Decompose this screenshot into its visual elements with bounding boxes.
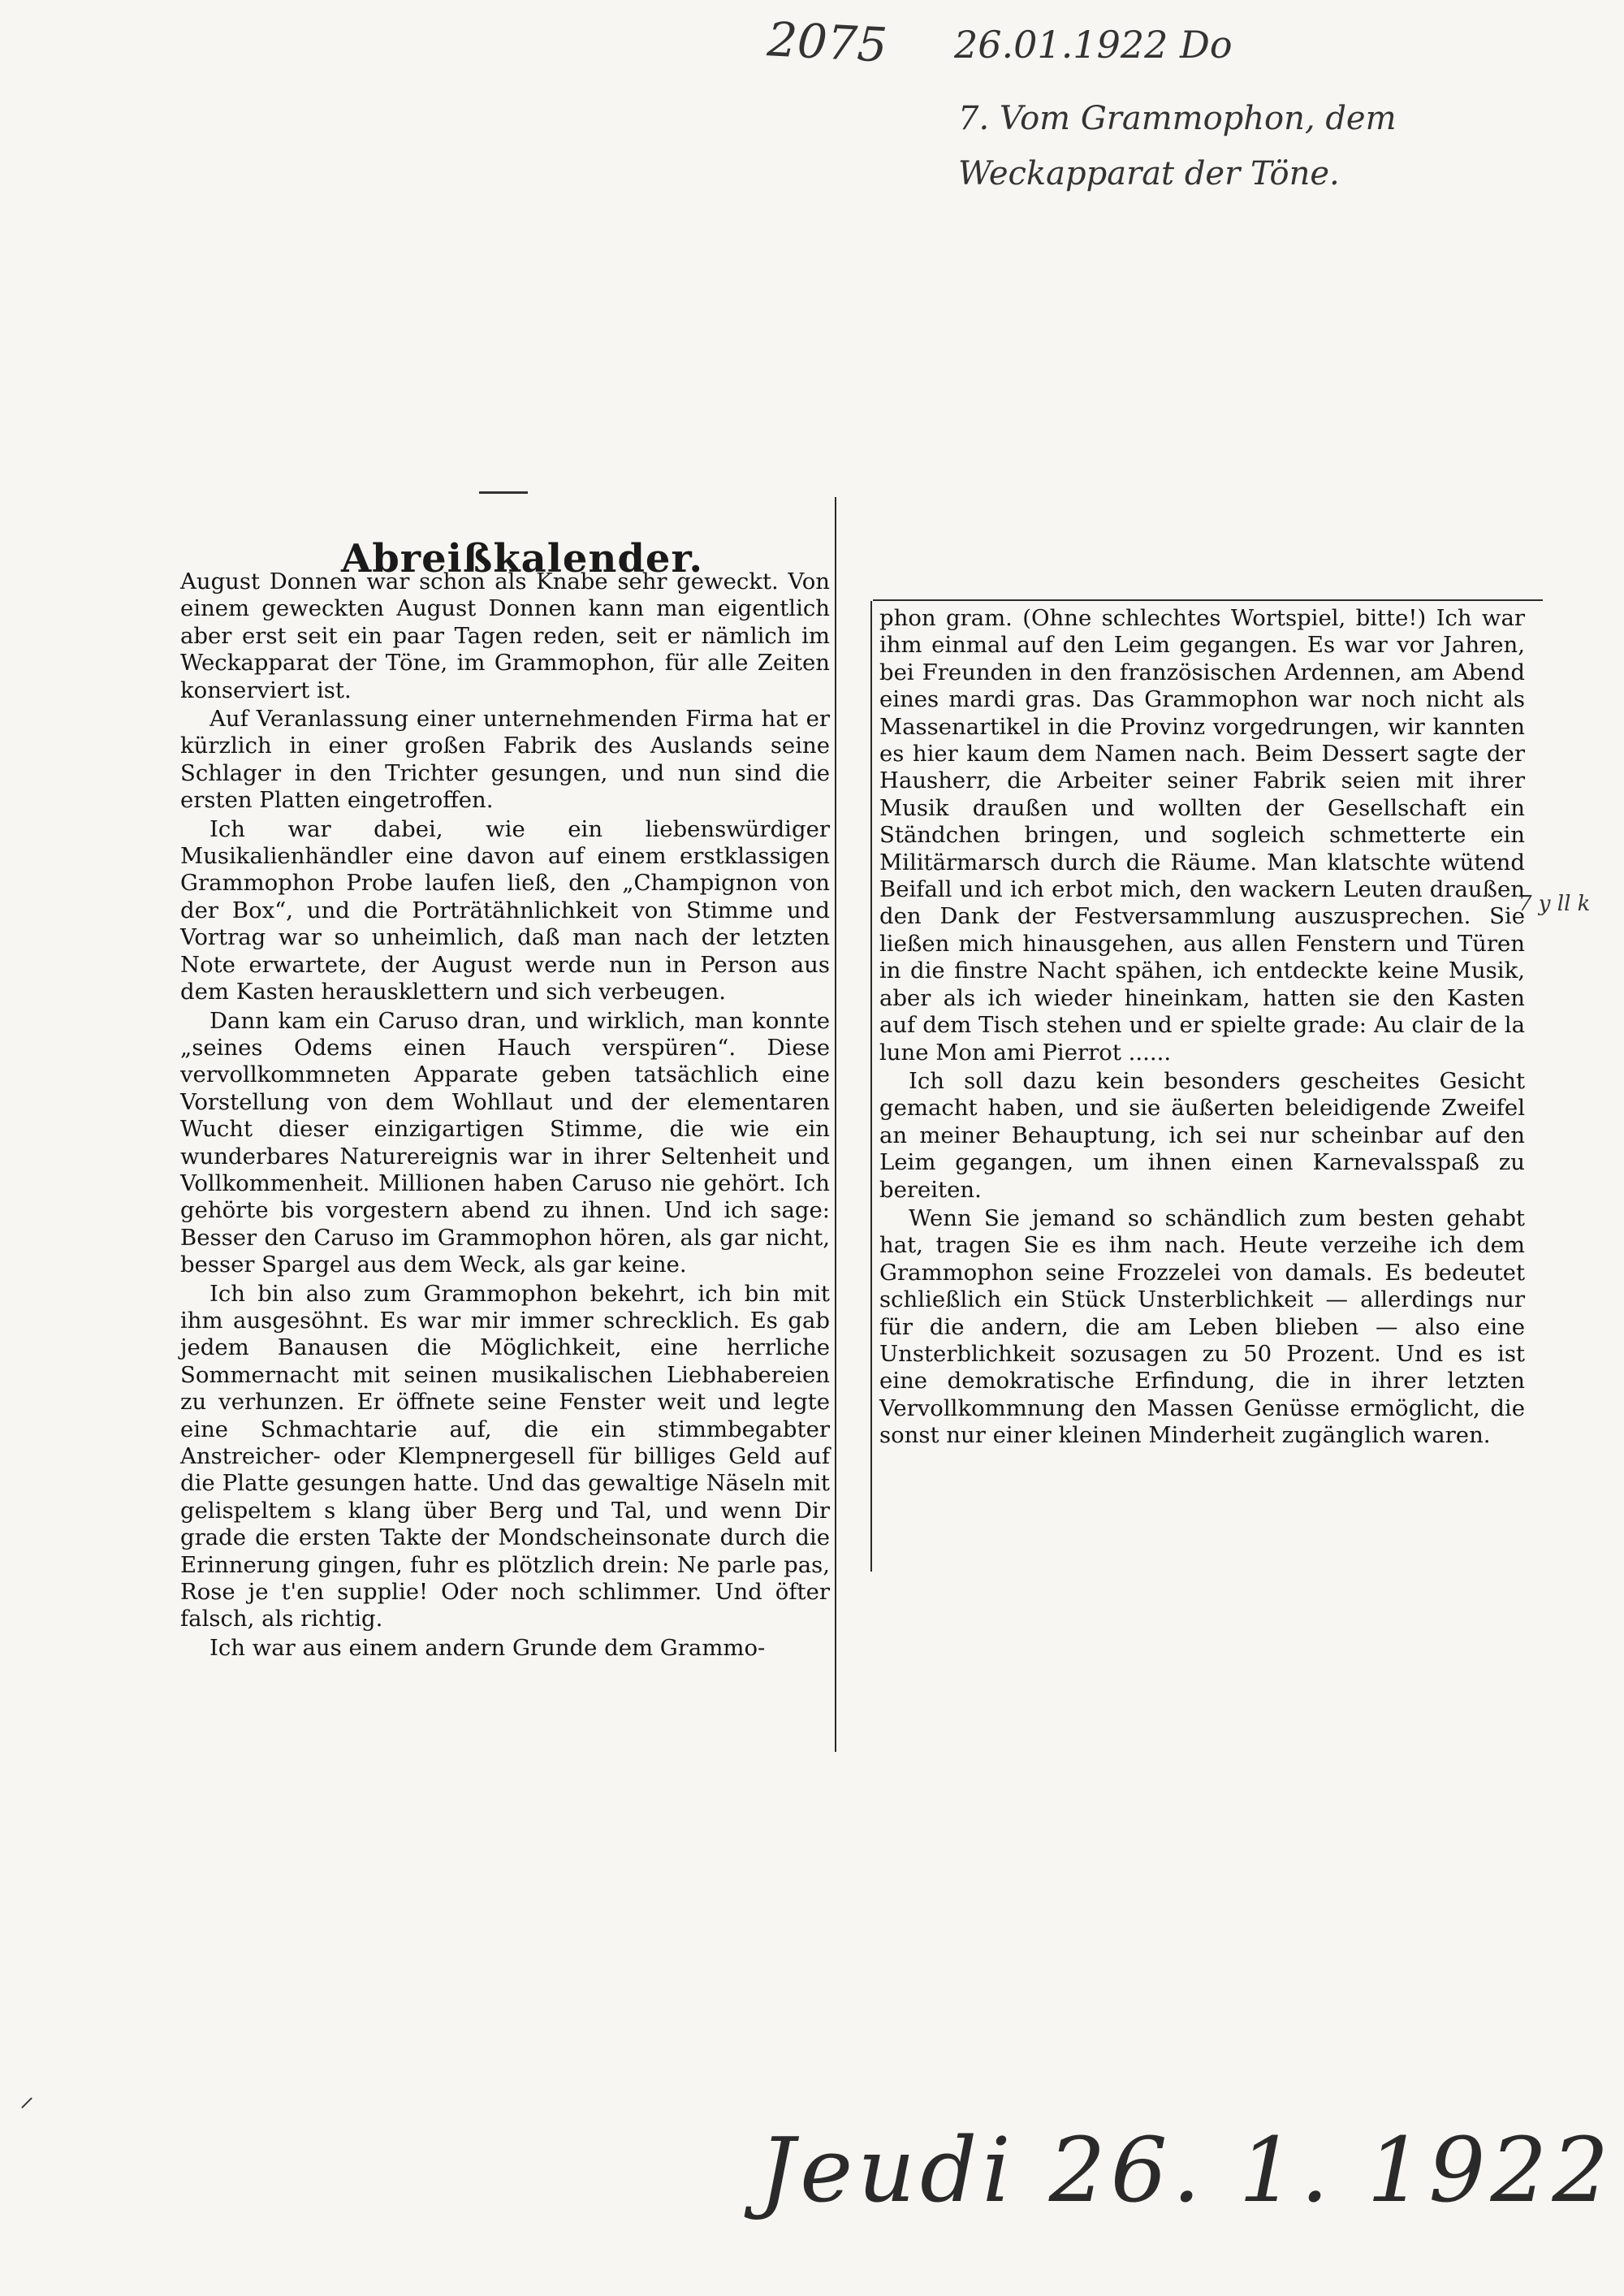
column-rule-right-of-col1 [835, 497, 836, 1752]
column-rule-top-col2 [873, 599, 1543, 601]
article-column-1 [180, 569, 830, 1662]
article-title: Abreißkalender. [341, 536, 704, 582]
paragraph: Ich soll dazu kein besonders gescheites Gesicht gemacht haben, und sie äußerten beleidigende Zweifel an meiner Behauptung, ich sei nur scheinbar auf den Leim gegangen, um ihnen einen Karnevalsspaß zu bereiten. [879, 1067, 1525, 1203]
article-column-2 [879, 605, 1525, 1450]
paragraph: Ich war dabei, wie ein liebenswürdiger Musikalienhändler eine davon auf einem erstklassigen Grammophon Probe laufen ließ, den „Champignon von der Box“, und die Porträtähnlichkeit von Stimme und Vortrag war so unheimlich, daß man nach der letzten Note erwartete, der August werde nun in Person aus dem Kasten herausklettern und sich verbeugen. [180, 815, 830, 1005]
paragraph: Dann kam ein Caruso dran, und wirklich, man konnte „seines Odems einen Hauch verspüren“. Diese vervollkommneten Apparate geben tatsächlich eine Vorstellung von dem Wohllaut und der elementaren Wucht dieser einzigartigen Stimme, die wie ein wunderbares Naturereignis war in ihrer Seltenheit und Vollkommenheit. Millionen haben Caruso nie gehört. Ich gehörte bis vorgestern abend zu ihnen. Und ich sage: Besser den Caruso im Grammophon hören, als gar nicht, besser Spargel aus dem Weck, als gar keine. [180, 1007, 830, 1278]
paragraph: phon gram. (Ohne schlechtes Wortspiel, bitte!) Ich war ihm einmal auf den Leim gegangen. Es war vor Jahren, bei Freunden in den französischen Ardennen, am Abend eines mardi gras. Das Grammophon war noch nicht als Massenartikel in die Provinz vorgedrungen, wir kannten es hier kaum dem Namen nach. Beim Dessert sagte der Hausherr, die Arbeiter seiner Fabrik seien mit ihrer Musik draußen und wollten der Gesellschaft ein Ständchen bringen, und sogleich schmetterte ein Militärmarsch durch die Räume. Man klatschte wütend Beifall und ich erbot mich, den wackern Leuten draußen den Dank der Festversammlung auszusprechen. Sie ließen mich hinausgehen, aus allen Fenstern und Türen in die finstre Nacht spähen, ich entdeckte keine Musik, aber als ich wieder hineinkam, hatten sie den Kasten auf dem Tisch stehen und er spielte grade: Au clair de la lune Mon ami Pierrot ...... [879, 605, 1525, 1066]
margin-note: 7 y ll k [1518, 892, 1591, 916]
handwritten-date: Jeudi 26. 1. 1922 [759, 2118, 1614, 2222]
archive-number: 2075 [766, 11, 889, 73]
pen-mark: ⸝ [19, 2080, 34, 2113]
archive-date: 26.01.1922 Do [954, 23, 1233, 67]
archive-note: 7. Vom Grammophon, dem Weckapparat der Töne. [958, 100, 1397, 192]
paragraph: Wenn Sie jemand so schändlich zum besten gehabt hat, tragen Sie es ihm nach. Heute verzeihe ich dem Grammophon seine Frozzelei von damals. Es bedeutet schließlich ein Stück Unsterblichkeit — allerdings nur für die andern, die am Leben blieben — also eine Unsterblichkeit sozusagen zu 50 Prozent. Und es ist eine demokratische Erfindung, die in ihrer letzten Vervollkommnung den Massen Genüsse ermöglicht, die sonst nur einer kleinen Minderheit zugänglich waren. [879, 1204, 1525, 1449]
paragraph: Auf Veranlassung einer unternehmenden Firma hat er kürzlich in einer großen Fabrik des Auslands seine Schlager in den Trichter gesungen, und nun sind die ersten Platten eingetroffen. [180, 706, 830, 814]
paragraph: Ich bin also zum Grammophon bekehrt, ich bin mit ihm ausgesöhnt. Es war mir immer schrecklich. Es gab jedem Banausen die Möglichkeit, eine herrliche Sommernacht mit seinen musikalischen Liebhabereien zu verhunzen. Er öffnete seine Fenster weit und legte eine Schmachtarie auf, die ein stimmbegabter Anstreicher- oder Klempnergesell für billiges Geld auf die Platte gesungen hatte. Und das gewaltige Näseln mit gelispeltem s klang über Berg und Tal, und wenn Dir grade die ersten Takte der Mondscheinsonate durch die Erinnerung gingen, fuhr es plötzlich drein: Ne parle pas, Rose je t'en supplie! Oder noch schlimmer. Und öfter falsch, als richtig. [180, 1280, 830, 1632]
paragraph: August Donnen war schon als Knabe sehr geweckt. Von einem geweckten August Donnen kann man eigentlich aber erst seit ein paar Tagen reden, seit er nämlich im Weckapparat der Töne, im Grammophon, für alle Zeiten konserviert ist. [180, 569, 830, 703]
column-rule-left-col2 [870, 601, 872, 1572]
title-rule [479, 491, 528, 494]
paragraph: Ich war aus einem andern Grunde dem Grammo- [209, 1634, 766, 1661]
